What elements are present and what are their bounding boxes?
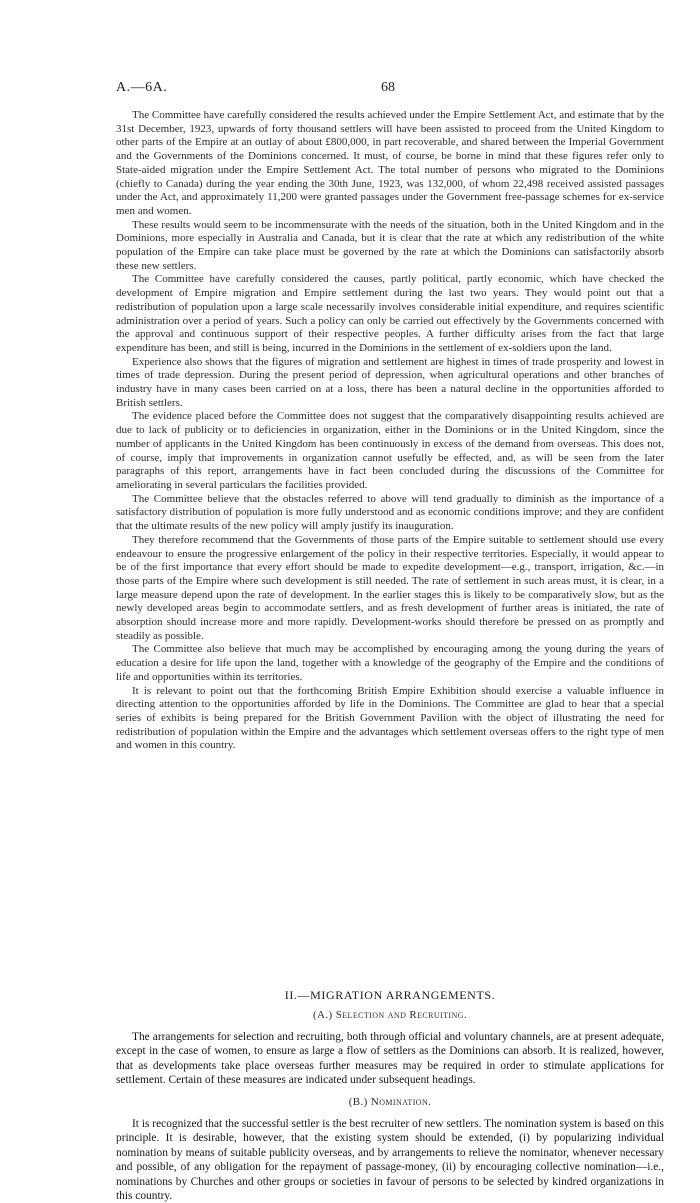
paragraph-obstacles: The Committee believe that the obstacles referred to above will tend gradually to diminish as the importance of a satisfactory distribution of population is more fully understood and as economic conditions improve; and they are confident that the ultimate results of the new policy will amply justify its inauguration. (116, 492, 664, 533)
paragraph-exhibition: It is relevant to point out that the forthcoming British Empire Exhibition should exercise a valuable influence in directing attention to the opportunities afforded by life in the Dominions. The Committee are glad to hear that a special series of exhibits is being prepared for the British Government Pavilion with the object of illustrating the need for redistribution of population within the Empire and the advantages which settlement overseas offers to the right type of men and women in this country. (116, 684, 664, 752)
document-reference: A.—6A. (116, 80, 168, 95)
page-header (116, 80, 664, 100)
main-body-text (116, 109, 664, 753)
paragraph-selection-recruiting: The arrangements for selection and recruiting, both through official and voluntary channels, are at present adequate, except in the case of women, to ensure as large a flow of settlers as the Dominions can absorb. It is realized, however, that as developments take place overseas further measures may be required in order to stimulate applications for settlement. Certain of these measures are indicated under subsequent headings. (116, 1031, 664, 1087)
subheading-selection-recruiting: (A.) Selection and Recruiting. (312, 1009, 467, 1021)
paragraph-causes: The Committee have carefully considered the causes, partly political, partly economic, which have checked the development of Empire migration and Empire settlement during the last two years. They would point out that a redistribution of population upon a large scale necessarily involves considerable initial expenditure, and requires scientific administration over a period of years. Such a policy can only be carried out effectively by the Governments concerned with the approval and continuous support of their respective peoples. A further difficulty arises from the fact that large expenditure has been, and still is being, incurred in the Dominions in the settlement of ex-soldiers upon the land. (116, 273, 664, 354)
subheading-nomination: (B.) Nomination. (348, 1096, 432, 1108)
nomination-text (116, 1117, 664, 1203)
paragraph-education: The Committee also believe that much may be accomplished by encouraging among the young during the years of education a desire for life upon the land, together with a knowledge of the geography of the Empire and the conditions of life and opportunities within its territories. (116, 643, 664, 683)
paragraph-evidence: The evidence placed before the Committee does not suggest that the comparatively disappointing results achieved are due to lack of publicity or to deficiencies in organization, either in the Dominions or in the United Kingdom, since the number of applicants in the United Kingdom has been continuously in excess of the demand from overseas. This does not, of course, imply that improvements in organization cannot usefully be effected, and, as will be seen from the later paragraphs of this report, arrangements have in fact been concluded during the discussions of the Committee for ameliorating in several particulars the facilities provided. (116, 410, 664, 491)
page-number: 68 (381, 80, 395, 95)
paragraph-nomination: It is recognized that the successful settler is the best recruiter of new settlers. The nomination system is based on this principle. It is desirable, however, that the existing system should be extended, (i) by popularizing individual nomination by means of suitable publicity overseas, and by arrangements to relieve the nominator, whenever necessary and possible, of any obligation for the repayment of passage-money, (ii) by encouraging collective nomination—i.e., nominations by Churches and other groups or societies in favour of persons to be selected by kindred organizations in this country. (116, 1118, 664, 1203)
section-heading-migration-arrangements: II.—MIGRATION ARRANGEMENTS. (284, 988, 496, 1002)
selection-recruiting-text (116, 1030, 664, 1088)
paragraph-settlement-results: The Committee have carefully considered the results achieved under the Empire Settlement Act, and estimate that by the 31st December, 1923, upwards of forty thousand settlers will have been assisted to proceed from the United Kingdom to other parts of the Empire at an outlay of about £800,000, in part recoverable, and shared between the Imperial Government and the Governments of the Dominions concerned. It must, of course, be borne in mind that these figures refer only to State-aided migration under the Empire Settlement Act. The total number of persons who migrated to the Dominions (chiefly to Canada) during the year ending the 30th June, 1923, was 132,000, of whom 22,498 received assisted passages under the Act, and approximately 11,200 were granted passages under the Government free-passage schemes for ex-service men and women. (116, 109, 664, 217)
paragraph-trade-experience: Experience also shows that the figures of migration and settlement are highest in times of trade prosperity and lowest in times of trade depression. During the present period of depression, when agricultural operations and other branches of industry have in many cases been carried on at a loss, there has been a natural decline in the opportunities afforded to British settlers. (116, 355, 664, 409)
paragraph-recommendation: They therefore recommend that the Governments of those parts of the Empire suitable to settlement should use every endeavour to ensure the progressive enlargement of the policy in their respective territories. Especially, it would appear to be of the first importance that every effort should be made to expedite development—e.g., transport, irrigation, &c.—in those parts of the Empire where such development is still needed. The rate of settlement in such areas must, it is clear, in a large measure depend upon the rate of development. In the earlier stages this is likely to be comparatively slow, but as the newly developed areas begin to accommodate settlers, and as fresh development of further areas is initiated, the rate of absorption should increase more and more rapidly. Development-works should therefore be pressed on as promptly and steadily as possible. (116, 533, 664, 642)
paragraph-incommensurate-results: These results would seem to be incommensurate with the needs of the situation, both in the United Kingdom and in the Dominions, more especially in Australia and Canada, but it is clear that the rate at which any redistribution of the white population of the Empire can take place must be governed by the rate at which the Dominions can satisfactorily absorb these new settlers. (116, 218, 664, 272)
